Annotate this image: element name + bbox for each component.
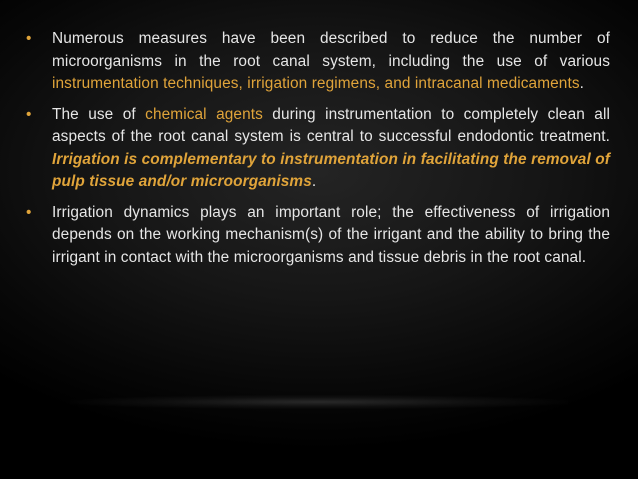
bullet-item-irrigation-dynamics (26, 202, 610, 270)
bullet-dot: • (26, 203, 32, 221)
bullet-dot: • (26, 30, 32, 47)
bullet-text: . (311, 173, 317, 190)
bullet-text: Irrigation dynamics plays an important role; the effectiveness of irrigation depends on the working mechanism(s) of the irrigant and the ability to bring the irrigant in contact with the microorganisms and tissue debris in the root canal. (52, 203, 610, 266)
bullet-text: . (579, 75, 585, 92)
bullet-item-measures (26, 28, 610, 96)
bullet-text: during instrumentation to completely clean all aspects of the root canal system is central to successful endodontic treatment. (52, 105, 610, 145)
bullet-text: Numerous measures have been described to reduce the number of microorganisms in the root canal system, including the use of various (52, 30, 610, 70)
bullet-list (26, 28, 610, 277)
highlight-text: instrumentation techniques, irrigation regimens, and intracanal medicaments (52, 75, 580, 92)
bullet-dot: • (26, 105, 32, 123)
bullet-text: The use of (52, 105, 146, 123)
bullet-item-chemical-agents (26, 104, 610, 194)
emphasis-text: Irrigation is complementary to instrumentation in facilitating the removal of pulp tissue and/or microorganisms (52, 150, 610, 190)
highlight-text: chemical agents (145, 105, 263, 123)
floor-glow (70, 395, 568, 409)
